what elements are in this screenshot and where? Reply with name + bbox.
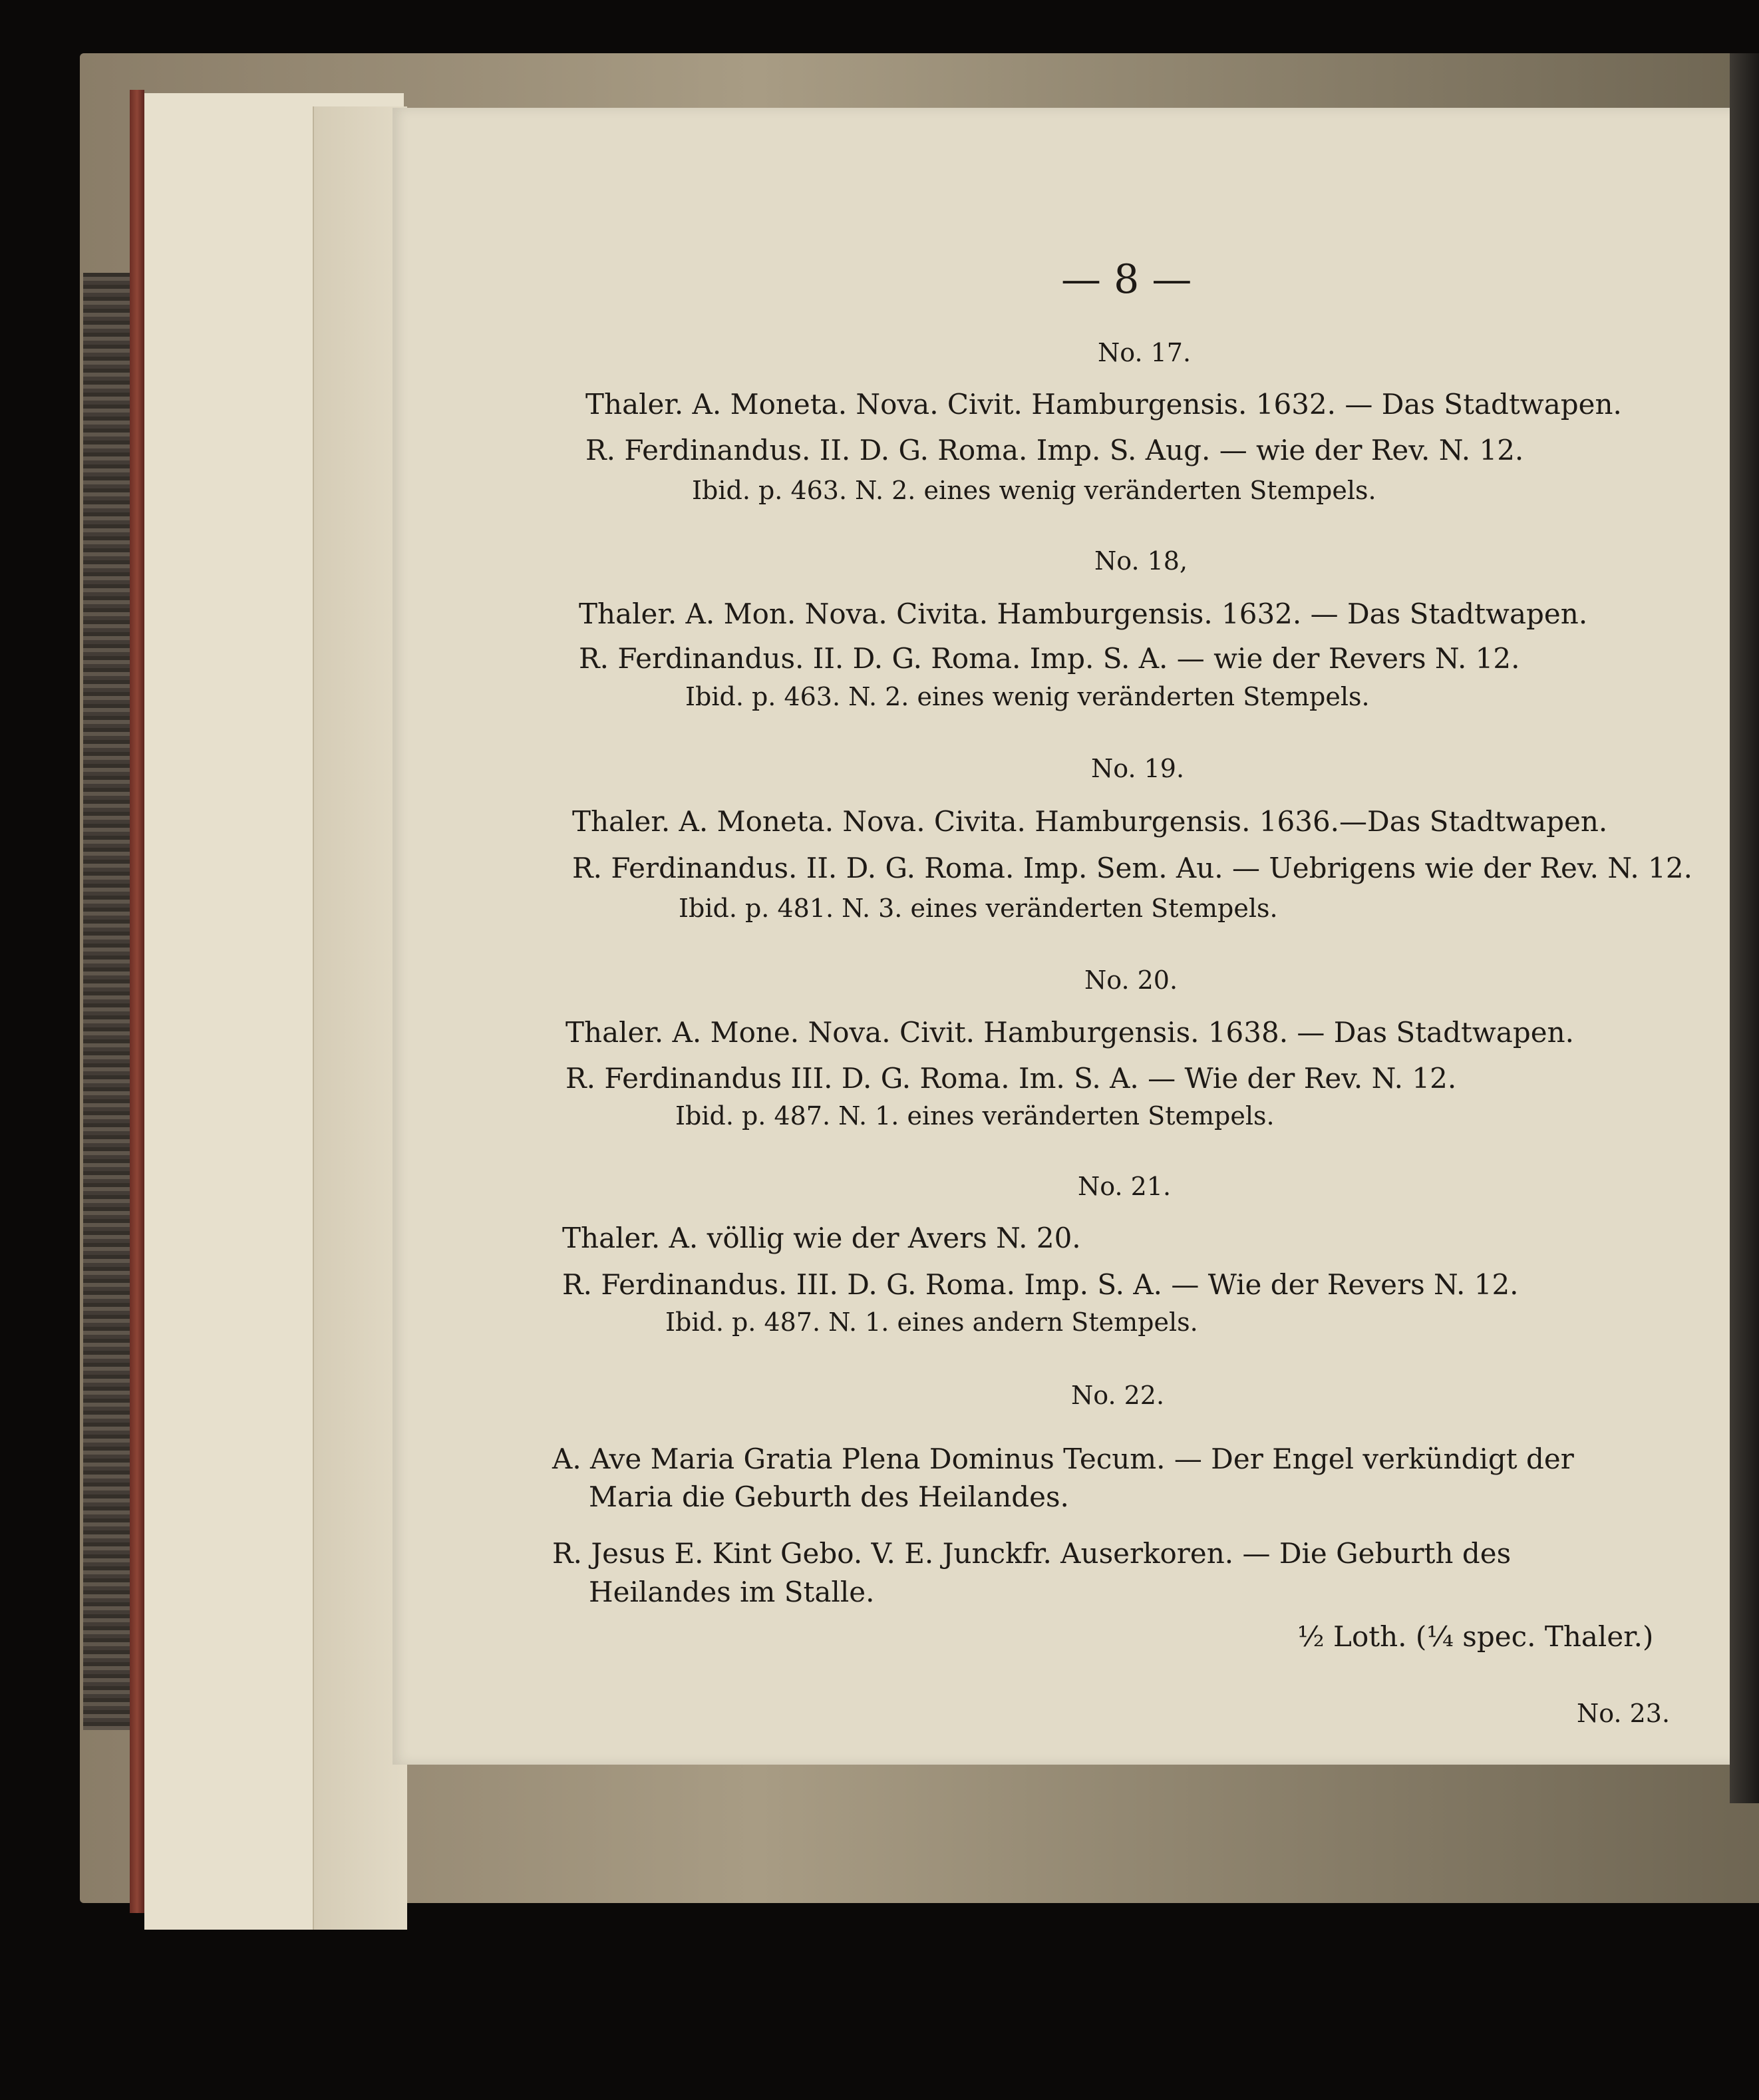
entry-line: Thaler. A. völlig wie der Avers N. 20. — [562, 1222, 1081, 1254]
entry-line: Thaler. A. Moneta. Nova. Civita. Hamburgensis. 1636.—Das Stadtwapen. — [572, 805, 1608, 838]
entry-line: Ibid. p. 487. N. 1. eines andern Stempels. — [665, 1308, 1198, 1337]
entry-line: Thaler. A. Mon. Nova. Civita. Hamburgensis. 1632. — Das Stadtwapen. — [579, 598, 1588, 630]
entry-line: Thaler. A. Mone. Nova. Civit. Hamburgensis. 1638. — Das Stadtwapen. — [565, 1016, 1574, 1049]
page-number: — 8 — — [1061, 256, 1192, 303]
entry-line: R. Ferdinandus. II. D. G. Roma. Imp. S. A. — wie der Revers N. 12. — [579, 642, 1520, 675]
entry-line: Thaler. A. Moneta. Nova. Civit. Hamburgensis. 1632. — Das Stadtwapen. — [585, 388, 1622, 421]
entry-line: Ibid. p. 487. N. 1. eines veränderten Stempels. — [675, 1101, 1275, 1131]
weight-note: ½ Loth. (¼ spec. Thaler.) — [1297, 1620, 1654, 1653]
entry-heading: No. 22. — [1071, 1381, 1165, 1410]
entry-line: R. Ferdinandus. III. D. G. Roma. Imp. S. A. — Wie der Revers N. 12. — [562, 1268, 1519, 1301]
entry-heading: No. 20. — [1084, 965, 1178, 995]
entry-line: Heilandes im Stalle. — [589, 1576, 875, 1608]
entry-line: R. Ferdinandus. II. D. G. Roma. Imp. Sem. Au. — Uebrigens wie der Rev. N. 12. — [572, 852, 1692, 884]
entry-line: Maria die Geburth des Heilandes. — [589, 1481, 1069, 1513]
entry-line: Ibid. p. 463. N. 2. eines wenig veränderten Stempels. — [692, 476, 1376, 505]
entry-line: Ibid. p. 481. N. 3. eines veränderten Stempels. — [679, 894, 1278, 923]
entry-heading: No. 17. — [1098, 338, 1192, 367]
catchword: No. 23. — [1577, 1699, 1671, 1728]
entry-heading: No. 18, — [1094, 546, 1188, 576]
entry-heading: No. 19. — [1091, 754, 1185, 783]
entry-line: A. Ave Maria Gratia Plena Dominus Tecum. — Der Engel verkündigt der — [552, 1443, 1574, 1475]
entry-line: R. Ferdinandus. II. D. G. Roma. Imp. S. Aug. — wie der Rev. N. 12. — [585, 434, 1524, 466]
entry-line: Ibid. p. 463. N. 2. eines wenig veränderten Stempels. — [685, 682, 1370, 711]
entry-line: R. Ferdinandus III. D. G. Roma. Im. S. A. — Wie der Rev. N. 12. — [565, 1062, 1457, 1095]
entry-line: R. Jesus E. Kint Gebo. V. E. Junckfr. Auserkoren. — Die Geburth des — [552, 1537, 1512, 1570]
entry-heading: No. 21. — [1078, 1172, 1172, 1201]
